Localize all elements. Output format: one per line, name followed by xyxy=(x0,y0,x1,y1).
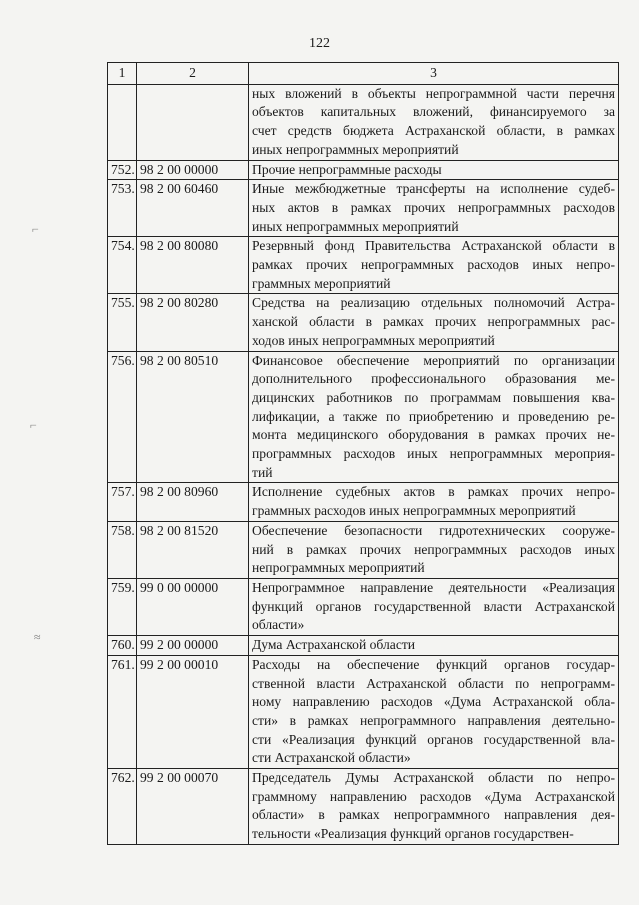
cell-num: 755. xyxy=(108,294,137,351)
budget-table xyxy=(107,62,619,845)
table-row xyxy=(108,294,619,351)
description-line: Расходы на обеспечение функций органов государ- xyxy=(252,656,615,672)
description-line: объектов капитальных вложений, финансируемого за xyxy=(252,104,615,120)
description-line: сти» в рамках непрограммного направления деятельно- xyxy=(252,712,615,728)
header-row xyxy=(108,63,619,85)
header-col-1: 1 xyxy=(108,63,137,85)
cell-description xyxy=(249,351,619,483)
description-line: Дума Астраханской области xyxy=(252,637,416,653)
table-row xyxy=(108,483,619,521)
table-row xyxy=(108,578,619,635)
description-line: ханской области в рамках прочих непрограммных рас- xyxy=(252,314,615,330)
description-line: ному направлению расходов «Дума Астраханской обла- xyxy=(252,694,615,710)
cell-num: 758. xyxy=(108,521,137,578)
cell-code: 98 2 00 80080 xyxy=(137,237,249,294)
cell-description xyxy=(249,180,619,237)
description-line: сти Астраханской области» xyxy=(252,750,411,766)
description-line: рамках прочих непрограммных расходов иных непро- xyxy=(252,257,615,273)
description-line: граммных расходов иных непрограммных мероприятий xyxy=(252,503,576,519)
cell-code: 99 2 00 00000 xyxy=(137,636,249,656)
description-line: ственной власти Астраханской области по непрограмм- xyxy=(252,675,615,691)
description-line: дицинских работников по программам повышения ква- xyxy=(252,389,615,405)
cell-num: 756. xyxy=(108,351,137,483)
header-col-3: 3 xyxy=(249,63,619,85)
description-line: Прочие непрограммные расходы xyxy=(252,161,442,177)
cell-num: 752. xyxy=(108,160,137,180)
description-line: монта медицинского оборудования в рамках прочих не- xyxy=(252,427,615,443)
cell-code: 98 2 00 80280 xyxy=(137,294,249,351)
table-row xyxy=(108,237,619,294)
description-line: Председатель Думы Астраханской области по непро- xyxy=(252,770,615,786)
description-line: ных актов в рамках прочих непрограммных расходов xyxy=(252,199,615,215)
cell-num: 760. xyxy=(108,636,137,656)
cell-num xyxy=(108,84,137,160)
description-line: Резервный фонд Правительства Астраханской области в xyxy=(252,238,615,254)
description-line: иных непрограммных мероприятий xyxy=(252,141,459,157)
description-line: ний в рамках прочих непрограммных расходов иных xyxy=(252,541,615,557)
description-line: Средства на реализацию отдельных полномочий Астра- xyxy=(252,295,615,311)
description-line: Иные межбюджетные трансферты на исполнение судеб- xyxy=(252,181,615,197)
description-line: области» xyxy=(252,617,305,633)
scan-mark: ≈ xyxy=(34,630,41,644)
cell-description xyxy=(249,84,619,160)
description-line: дополнительного профессионального образования ме- xyxy=(252,371,615,387)
description-line: тельности «Реализация функций органов государствен- xyxy=(252,826,574,842)
cell-num: 761. xyxy=(108,655,137,768)
cell-code: 98 2 00 60460 xyxy=(137,180,249,237)
scan-mark: ⌐ xyxy=(30,418,37,432)
cell-num: 754. xyxy=(108,237,137,294)
table-row xyxy=(108,636,619,656)
description-line: граммному направлению расходов «Дума Астраханской xyxy=(252,788,615,804)
description-line: граммных мероприятий xyxy=(252,275,391,291)
cell-num: 759. xyxy=(108,578,137,635)
description-line: ходов иных непрограммных мероприятий xyxy=(252,332,495,348)
description-line: лификации, а также по приобретению и проведению ре- xyxy=(252,408,615,424)
continuation-row xyxy=(108,84,619,160)
cell-description xyxy=(249,294,619,351)
page-number: 122 xyxy=(309,36,330,51)
description-line: программных расходов иных непрограммных мероприя- xyxy=(252,446,615,462)
table-row xyxy=(108,160,619,180)
description-line: счет средств бюджета Астраханской области, в рамках xyxy=(252,123,615,139)
cell-num: 753. xyxy=(108,180,137,237)
description-line: ных вложений в объекты непрограммной части перечня xyxy=(252,85,615,101)
description-line: Финансовое обеспечение мероприятий по организации xyxy=(252,352,615,368)
cell-code: 98 2 00 80510 xyxy=(137,351,249,483)
cell-code: 99 2 00 00010 xyxy=(137,655,249,768)
description-line: иных непрограммных мероприятий xyxy=(252,218,459,234)
cell-code: 98 2 00 81520 xyxy=(137,521,249,578)
cell-description xyxy=(249,483,619,521)
description-line: области» в рамках непрограммного направления дея- xyxy=(252,807,615,823)
header-col-2: 2 xyxy=(137,63,249,85)
cell-description xyxy=(249,237,619,294)
description-line: сти «Реализация функций органов государственной вла- xyxy=(252,731,615,747)
table-row xyxy=(108,521,619,578)
description-line: Обеспечение безопасности гидротехнических сооруже- xyxy=(252,522,615,538)
cell-num: 762. xyxy=(108,769,137,845)
cell-code: 99 2 00 00070 xyxy=(137,769,249,845)
description-line: Исполнение судебных актов в рамках прочих непро- xyxy=(252,484,615,500)
description-line: Непрограммное направление деятельности «Реализация xyxy=(252,579,615,595)
cell-description xyxy=(249,160,619,180)
cell-description xyxy=(249,655,619,768)
cell-description xyxy=(249,578,619,635)
cell-code xyxy=(137,84,249,160)
cell-description xyxy=(249,521,619,578)
table-row xyxy=(108,180,619,237)
scan-mark: ⌐ xyxy=(32,222,39,236)
description-line: функций органов государственной власти Астраханской xyxy=(252,598,615,614)
cell-num: 757. xyxy=(108,483,137,521)
description-line: тий xyxy=(252,464,273,480)
cell-code: 99 0 00 00000 xyxy=(137,578,249,635)
cell-description xyxy=(249,636,619,656)
cell-code: 98 2 00 80960 xyxy=(137,483,249,521)
table-row xyxy=(108,655,619,768)
cell-description xyxy=(249,769,619,845)
table-row xyxy=(108,351,619,483)
description-line: непрограммных мероприятий xyxy=(252,560,425,576)
table-row xyxy=(108,769,619,845)
cell-code: 98 2 00 00000 xyxy=(137,160,249,180)
